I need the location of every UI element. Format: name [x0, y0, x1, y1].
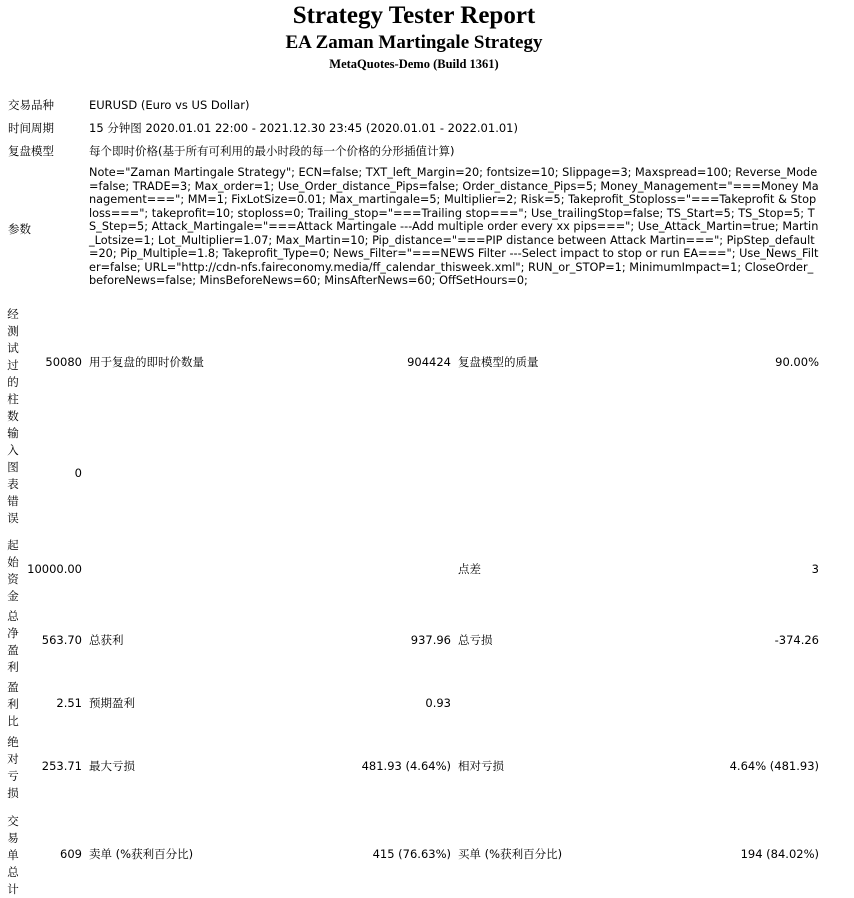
gross-loss-label: 总亏损: [458, 633, 493, 647]
profit-factor-label: 盈利比: [7, 680, 19, 728]
errors-label: 输入图表错误: [7, 426, 19, 525]
total-trades-label: 交易单总计: [7, 814, 19, 896]
gross-loss-value: -374.26: [774, 633, 819, 647]
absolute-drawdown-value: 253.71: [41, 759, 82, 773]
ticks-label: 用于复盘的即时价数量: [89, 355, 204, 369]
deposit-label: 起始资金: [7, 538, 19, 603]
spread-value: 3: [811, 562, 819, 576]
long-positions-value: 194 (84.02%): [740, 847, 819, 861]
symbol-value: EURUSD (Euro vs US Dollar): [89, 98, 250, 112]
long-positions-label: 买单 (%获利百分比): [458, 847, 563, 861]
profit-factor-value: 2.51: [56, 696, 82, 710]
errors-value: 0: [74, 466, 82, 480]
model-value: 每个即时价格(基于所有可利用的最小时段的每一个价格的分形插值计算): [89, 144, 455, 158]
maximal-drawdown-label: 最大亏损: [89, 759, 135, 773]
report-title: Strategy Tester Report: [292, 2, 536, 29]
expected-payoff-label: 预期盈利: [89, 696, 135, 710]
period-value: 15 分钟图 2020.01.01 22:00 - 2021.12.30 23:45 (2020.01.01 - 2022.01.01): [89, 121, 518, 135]
period-label: 时间周期: [8, 121, 54, 135]
short-positions-label: 卖单 (%获利百分比): [89, 847, 194, 861]
bars-label: 经测试过的柱数: [7, 307, 19, 423]
spread-label: 点差: [458, 562, 481, 576]
maximal-drawdown-value: 481.93 (4.64%): [361, 759, 451, 773]
gross-profit-value: 937.96: [410, 633, 451, 647]
expected-payoff-value: 0.93: [425, 696, 451, 710]
total-trades-value: 609: [60, 847, 82, 861]
short-positions-value: 415 (76.63%): [372, 847, 451, 861]
server-build: MetaQuotes-Demo (Build 1361): [329, 57, 499, 71]
quality-label: 复盘模型的质量: [458, 355, 539, 369]
symbol-label: 交易品种: [8, 98, 54, 112]
relative-drawdown-value: 4.64% (481.93): [729, 759, 819, 773]
gross-profit-label: 总获利: [89, 633, 124, 647]
net-profit-label: 总净盈利: [7, 609, 19, 674]
params-label: 参数: [8, 222, 31, 236]
relative-drawdown-label: 相对亏损: [458, 759, 504, 773]
quality-value: 90.00%: [775, 355, 819, 369]
bars-value: 50080: [45, 355, 82, 369]
report-subtitle: EA Zaman Martingale Strategy: [285, 32, 543, 53]
absolute-drawdown-label: 绝对亏损: [7, 735, 19, 800]
net-profit-value: 563.70: [41, 633, 82, 647]
deposit-value: 10000.00: [27, 562, 82, 576]
model-label: 复盘模型: [8, 144, 54, 158]
ticks-value: 904424: [407, 355, 451, 369]
params-value: Note="Zaman Martingale Strategy"; ECN=false; TXT_left_Margin=20; fontsize=10; Slippage=3; Maxspread=100; Reverse_Mode=false; TRADE=3; Max_order=1; Use_Order_distance_Pips=false; Order_distance_Pips=5; Money_Management="===Money Management==="; MM=1; FixLotSize=0.01; Max_martingale=5; Multiplier=2; Risk=5; Takeprofit_Stoploss="===Takeprofit & Stoploss==="; takeprofit=10; stoploss=0; Trailing_stop="===Trailing stop==="; Use_trailingStop=false; TS_Start=5; TS_Stop=5; TS_Step=5; Attack_Martingale="===Attack Martingale ---Add multiple order every xx pips==="; Use_Attack_Martin=true; Martin_Lotsize=1; Lot_Multiplier=1.07; Max_Martin=10; Pip_distance="===PIP distance between Attack Martin==="; PipStep_default=20; Pip_Multiple=1.8; Takeprofit_Type=0; News_Filter="===NEWS Filter ---Select impact to stop or run EA==="; Use_News_Filter=false; URL="http://cdn-nfs.faireconomy.media/ff_calendar_thisweek.xml"; RUN_or_STOP=1; MinimumImpact=1; CloseOrder_beforeNews=false; MinsBeforeNews=60; MinsAfterNews=60; OffSetHours=0;: [89, 166, 819, 287]
